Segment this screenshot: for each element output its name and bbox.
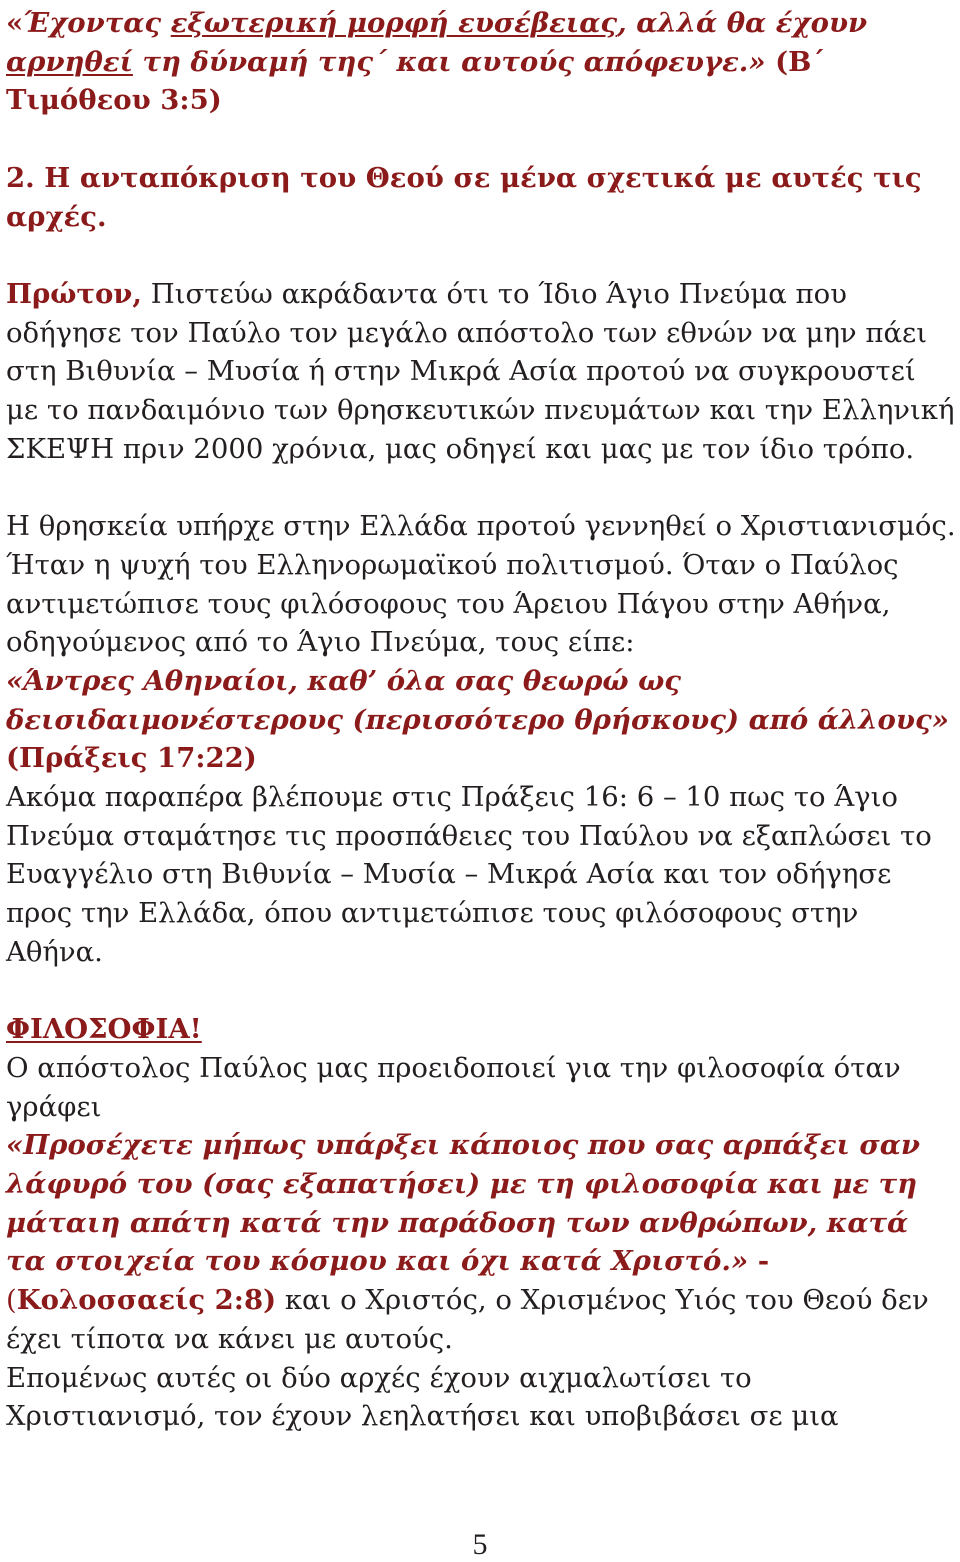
quote-2-timothy [6,4,956,120]
paragraph-first-text: Πιστεύω ακράδαντα ότι το Ίδιο Άγιο Πνεύμα που οδήγησε τον Παύλο τον μεγάλο απόστολο των εθνών να μην πάει στη Βιθυνία – Μυσία ή στην Μικρά Ασία προτού να συγκρουστεί με το πανδαιμόνιο των θρησκευτικών πνευμάτων και την Ελληνική ΣΚΕΨΗ πριν 2000 χρόνια, μας οδηγεί και μας με τον ίδιο τρόπο. [6,277,955,465]
quote-colossians-text: «Προσέχετε μήπως υπάρξει κάποιος που σας αρπάξει σαν λάφυρό του (σας εξαπατήσει) με τη φιλοσοφία και με τη μάταιη απάτη κατά την παράδοση των ανθρώπων, κατά τα στοιχεία του κόσμου και όχι κατά Χριστό.» [6,1129,920,1278]
quote-2-timothy-text-a: Έχοντας [23,7,171,39]
quote-open-mark: « [6,7,24,39]
paragraph-religion: Η θρησκεία υπήρχε στην Ελλάδα προτού γεννηθεί ο Χριστιανισμός. Ήταν η ψυχή του Ελληνορωμαϊκού πολιτισμού. Όταν ο Παύλος αντιμετώπισε τους φιλόσοφους του Άρειου Πάγου στην Αθήνα, οδηγούμενος από το Άγιο Πνεύμα, τους είπε: [6,510,956,659]
page-number: 5 [472,1528,488,1561]
quote-colossians-paren: ( [6,1284,17,1317]
paragraph-final: Επομένως αυτές οι δύο αρχές έχουν αιχμαλωτίσει το Χριστιανισμό, τον έχουν λεηλατήσει και υποβιβάσει σε μια [6,1361,839,1433]
quote-acts-17-reference: (Πράξεις 17:22) [6,742,257,775]
quote-2-timothy-text-b: , αλλά θα έχουν [617,7,868,39]
paragraph-first-lead: Πρώτον, [6,277,142,310]
quote-colossians-after: και ο Χριστός, ο Χρισμένος Υιός του Θεού δεν έχει τίποτα να κάνει με αυτούς. [6,1284,929,1355]
paragraph-acts-16: Ακόμα παραπέρα βλέπουμε στις Πράξεις 16: 6 – 10 πως το Άγιο Πνεύμα σταμάτησε τις προσπάθειες του Παύλου να εξαπλώσει το Ευαγγέλιο στη Βιθυνία – Μυσία – Μικρά Ασία και τον οδήγησε προς την Ελλάδα, όπου αντιμετώπισε τους φιλόσοφους στην Αθήνα. [6,781,932,968]
quote-2-timothy-text-c: τη δύναμή της΄ και αυτούς απόφευγε.» [132,45,776,78]
quote-acts-17 [6,662,956,778]
quote-2-timothy-underlined-b: αρνηθεί [6,45,133,78]
quote-acts-17-text: «Άντρες Αθηναίοι, καθ’ όλα σας θεωρώ ως δεισιδαιμονέστερους (περισσότερο θρήσκους) από άλλους» [6,664,949,736]
quote-colossians [6,1126,956,1358]
quote-colossians-dash: - [748,1245,770,1278]
document-page [6,4,956,1436]
spacer [6,972,956,1011]
quote-2-timothy-reference: (Β΄ Τιμόθεου 3:5) [6,45,826,117]
section-heading-2: 2. Η ανταπόκριση του Θεού σε μένα σχετικά με αυτές τις αρχές. [6,161,922,233]
paragraph-first [6,275,956,469]
spacer [6,468,956,507]
quote-colossians-reference: Κολοσσαείς 2:8) [16,1284,277,1317]
spacer [6,236,956,275]
quote-2-timothy-underlined-a: εξωτερική μορφή ευσέβειας [170,7,618,39]
philosophy-heading: ΦΙΛΟΣΟΦΙΑ! [6,1013,202,1046]
philosophy-intro: Ο απόστολος Παύλος μας προειδοποιεί για την φιλοσοφία όταν γράφει [6,1051,901,1123]
spacer [6,120,956,159]
